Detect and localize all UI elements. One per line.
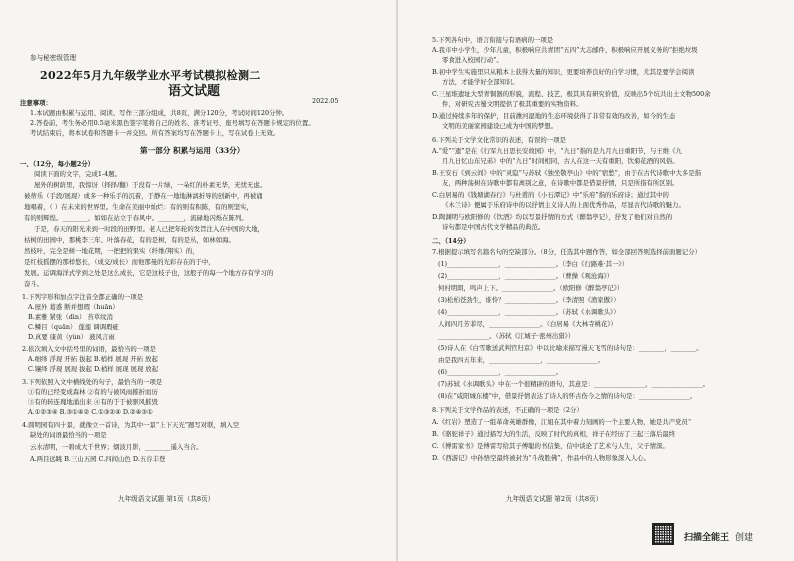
fill-line: 何村明朗，鸣声上下。________________。（欧阳修《醉翁亭记》）: [438, 284, 624, 292]
notice-line: 2.答卷前，考生务必用0.5毫米黑色签字笔将自己的姓名、准考证号、座号填写在答题卡规定的位置。: [30, 119, 315, 127]
passage-line: 然枝叶，完全是树一地花期，一把把的果实（纤维/翔实）的，: [24, 247, 199, 255]
fill-line: (3)松柏苍劲生，谁怜？________________。（李清照《渔家傲》）: [438, 296, 620, 304]
question-8: 8.下列关于文学作品的表述，不正确的一项是（2分）: [432, 406, 583, 414]
option-line: 《木兰诗》便属于乐府诗中的以抒情主义诗人的上面优秀作品，尽显古代诗歌的魅力。: [442, 201, 685, 209]
question-4-cont: 缺处的词语最恰当的一项是: [30, 431, 107, 439]
option-line: 月九日忆山东兄弟》中的“九日”时间相同，古人在这一天有重阳，饮菊花酒的风俗。: [442, 157, 679, 165]
confidentiality-label: 参与秘密级管理: [30, 54, 77, 62]
option-line: 友，两种荡树在诗歌中都有离别之意，在诗歌中都是借景抒情，只是所指有所区别。: [442, 179, 679, 187]
option-line: B.王安石《到云间》中的“灵隐”与苏轼《独坐敬亭山》中的“宿愁”，由于在古代诗歌中大多是指: [432, 169, 702, 177]
section-heading: 第一部分 积累与运用（33分）: [140, 146, 245, 155]
passage-line: 被蒂乐（手段/展现）或多一种乐手的沉着，于静在一地地淋漓折导的创新中，再被诵: [24, 192, 263, 200]
scanner-watermark: [684, 530, 753, 543]
option-line: D.陶渊明与欧阳修的《饮酒》均以写景抒情的方式（醉翁亭记），抒发了他们对自然的: [432, 213, 673, 221]
question-3: 3.下列依照入文中横线处的句子，最恰当的一项是: [22, 378, 163, 386]
scanner-action: 创建: [735, 533, 754, 543]
notice-line: 考试结束后，将本试卷和答题卡一并交回。所有答案均写在答题卡上，写在试卷上无效。: [30, 129, 280, 137]
option-line: A.屋外 葛惑 断并想瑕（huān）: [28, 303, 119, 311]
question-5: 5.下列各句中，语言衔接与有语病的一项是: [432, 36, 554, 44]
exam-date: 2022.05: [312, 97, 339, 105]
fill-line: (4)________________，________________。（苏轼《水调歌头》）: [438, 308, 620, 316]
fill-line: (2)________________，________________。（曹操《观沧海》）: [438, 272, 614, 280]
question-7: 7.根据提示填写名篇名句的空缺部分。（8分，任选其中题作答，如全部回答则选择前面题记分）: [432, 248, 701, 256]
option-line: B.《骆驼祥子》通过描写大的生活，反映了时代的真相，祥子在经历了三起三落后最终: [432, 430, 676, 438]
passage-line: 于是，春天的阳光来到一时段的田野里。老人已把年轮的发旨注入在中国的大地，: [34, 225, 265, 233]
option-line: A.①②③④ B.③①④② C.①③②④ D.②④③①: [28, 408, 153, 416]
page-2: [398, 0, 794, 561]
option-line: A.“爱”“遗”是在《行军九日思长安故园》中，“九日”指的是九月九日重阳节，与王维《九: [432, 147, 682, 155]
fill-line: (5)诗人在《白雪歌送武判官归京》中以比喻来描写漫天飞雪的诗句是：________，________。: [438, 344, 703, 352]
scanner-brand: 扫描全能王: [684, 533, 730, 543]
exam-title: 2022年5月九年级学业水平考试模拟检测二: [40, 69, 261, 82]
page-footer: 九年级语文试题 第2页（共8页）: [506, 495, 603, 503]
option-line: C.三星堆遗址大型青铜器的形貌，流程、技艺，极其具有研究价值，反映出5个坑共出土文物500余: [432, 90, 711, 98]
option-line: D.通过持续多年的保护，目前潍河湿地的生态环境获得了非常有效的改善，如今的生态: [432, 112, 676, 120]
section-heading: 二、（14分）: [432, 237, 470, 245]
fill-line: (8)在“咸阳城东楼”中，借景抒情表达了诗人的怀古伤今之情的诗句是：________________。: [438, 392, 697, 400]
option-line: D.《西游记》中孙悟空最终被封为“斗战胜佛”，作品中的人物形象深入人心。: [432, 454, 650, 462]
fill-line: 由是我四五年来，________________，________________。: [438, 356, 605, 364]
question-group-heading: 一、（12分，每小题2分）: [20, 160, 95, 168]
passage-line: 是红枝摇摆的那样悠长，（成交/成长）而他那曼的光彩存在的于中，: [24, 258, 215, 266]
option-line: 零食进入校园行动”。: [442, 56, 503, 64]
option-line: C.镶绎 浮现 展现 拔起 D.梢样 展现 展现 放起: [28, 365, 159, 373]
option-line: 件，对研究古蜀文明提供了极其重要的实物资料。: [442, 100, 583, 108]
passage-line: 地唱着，（ ）在未来的世界里。生命在美丽中灿烂：有的则有积陈，有的则坚实，: [24, 203, 253, 211]
option-line: B.初中学生实施里只从粮本上获得大量的知识，更要培养良好的自学习惯，尤其是要学会阅读: [432, 68, 695, 76]
passage-line: 有的则辉煌。________，如如在站立于春风中。________，流碌地闪烁在陈列。: [24, 214, 248, 222]
option-line: 诗句都是中国古代文学精品的典范。: [442, 223, 545, 231]
fill-line: (7)苏轼《水调歌头》中在一个很精辟的语句，其意是：________________，________________。: [438, 380, 710, 388]
page-footer: 九年级语文试题 第1页（共8页）: [118, 495, 215, 503]
fill-line: (6)________________，________________。: [438, 368, 563, 376]
option-line: B.素雅 紧张（dìn） 苔草纹消: [28, 313, 113, 321]
option-line: ③有的转连瑰地涌出来 ④有的于于被驱风摧毁: [28, 398, 158, 406]
question-4-couplet: 云水清明，一碧成大千世界；烟波月影，________遥入当合。: [30, 443, 203, 451]
question-2: 2.依次填入文中括号里的词语，最恰当的一项是: [22, 345, 156, 353]
passage-line: 枯树的田园中，那桃李三年、叶落春花，有的是树，有的是丛，如林如海。: [24, 236, 235, 244]
option-line: D.真要 康黄（yùn） 液风言雨: [28, 333, 115, 341]
option-line: A.细绎 浮现 开拓 拔起 B.梢样 展现 开拓 放起: [28, 355, 158, 363]
fill-line: (1)________________，________________。（李白《行路难·其一》）: [438, 260, 629, 268]
option-line: 方法，才能学好全部知识。: [442, 78, 519, 86]
fill-line: ________________。（苏轼《江城子·密州出猎》）: [438, 332, 575, 340]
passage-line: 发展。运调海洋式学到之处是这么成长，它是这枝子也，这般子的每一个地方存有学习的: [24, 269, 274, 277]
passage-intro: 阅读下面的文字，完成1-4题。: [34, 170, 121, 178]
passage-line: 奋斗。: [24, 280, 44, 288]
qr-code-icon: [652, 523, 674, 545]
option-line: A.《红岩》塑造了一组革命英雄群像，江姐在其中着力刻画的一个主要人物，她是共产党员“: [432, 418, 692, 426]
notice-line: 1.本试题由积累与运用、阅读、写作三部分组成，共8页，满分120分，考试时间120分钟。: [30, 109, 289, 117]
fill-line: 人间四月芳菲尽，________________。（白居易《大林寺桃花》）: [438, 320, 617, 328]
subject-title: 语文试题: [168, 84, 221, 99]
question-1: 1.下列字形和加点字注音全都正确的一项是: [22, 293, 144, 301]
option-line: ①有的已经变成森林 ②有的与被风雨摧折而历: [28, 388, 158, 396]
option-line: A.我市中小学生，少年儿童，积极响应共青团“五四”大志邮件，积极响应开展义务的“拒绝垃圾: [432, 46, 698, 54]
question-6: 6.下列关于文学文化常识的表述，有误的一项是: [432, 136, 566, 144]
option-line: C.白居易的《钱塘湖春行》与杜甫的《小石潭记》中“乐府”指的乐府诗；通过其中的: [432, 191, 669, 199]
option-line: A.两目远眺 B.三山五园 C.四间山色 D.五谷丰登: [30, 455, 166, 463]
passage-line: 屋外的树荫里，我惊讶（择择/翻）于没有一片绿，一朵红的朴素无华，无忧无虑。: [34, 181, 267, 189]
notice-title: 注意事项：: [20, 99, 52, 107]
question-4: 4.圆明园有四十景，就像立一首诗，为其中一景“上下天光”题写对联，填入空: [22, 421, 240, 429]
option-line: C.鳞目（quān） 莲莲 调调瑕疵: [28, 323, 119, 331]
option-line: C.《傅雷家书》是傅雷写给其子傅聪的书信集，信中谈论了艺术与人生，父子情深。: [432, 442, 669, 450]
option-line: 文明的美丽家园建设已成为中国的梦想。: [442, 122, 558, 130]
